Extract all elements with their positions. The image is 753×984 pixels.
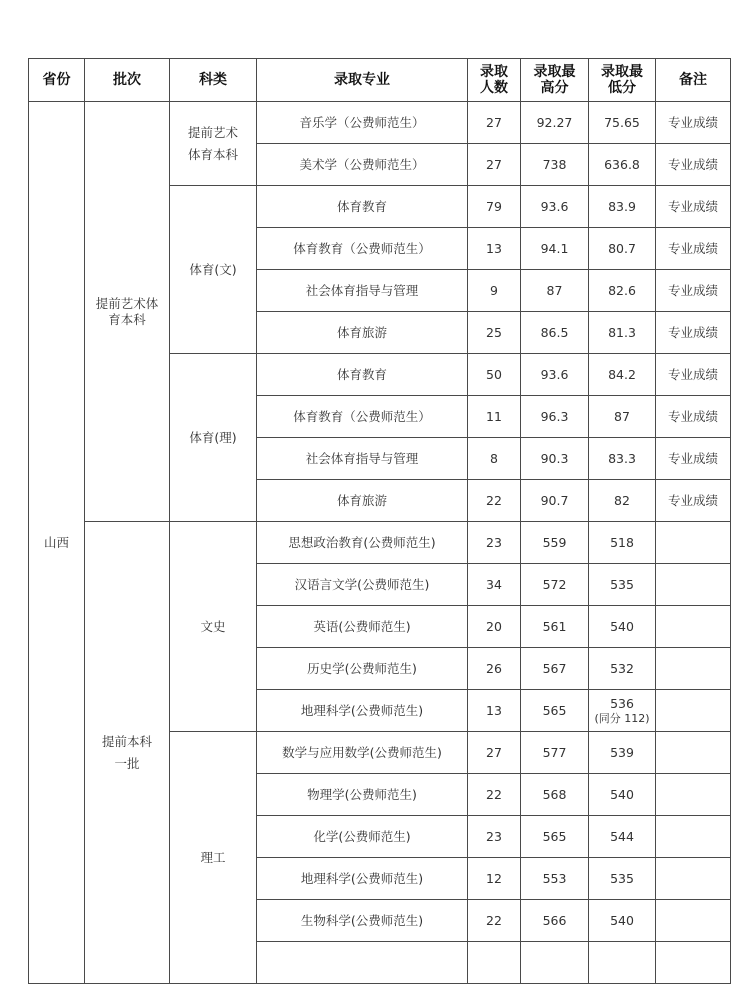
min-score-cell: 636.8 [589,144,656,186]
note-cell: 专业成绩 [656,270,731,312]
count-cell: 20 [468,606,521,648]
major-cell: 英语(公费师范生) [257,606,468,648]
note-cell [656,816,731,858]
min-score-cell: 536 (同分 112) [589,690,656,732]
note-cell: 专业成绩 [656,480,731,522]
major-cell: 思想政治教育(公费师范生) [257,522,468,564]
note-cell: 专业成绩 [656,438,731,480]
min-score-cell: 83.9 [589,186,656,228]
major-cell: 美术学（公费师范生） [257,144,468,186]
major-cell: 汉语言文学(公费师范生) [257,564,468,606]
max-score-cell: 572 [521,564,589,606]
category-cell: 体育(文) [170,186,257,354]
count-cell: 50 [468,354,521,396]
header-row [29,59,731,102]
header-province: 省份 [29,59,85,102]
note-cell: 专业成绩 [656,396,731,438]
max-score-cell: 93.6 [521,186,589,228]
max-score-cell: 561 [521,606,589,648]
max-score-cell: 565 [521,816,589,858]
note-cell [656,732,731,774]
admission-table [28,58,731,984]
count-cell: 23 [468,522,521,564]
note-cell: 专业成绩 [656,228,731,270]
major-cell: 体育教育 [257,354,468,396]
major-cell: 地理科学(公费师范生) [257,690,468,732]
count-cell: 13 [468,228,521,270]
major-cell: 音乐学（公费师范生） [257,102,468,144]
count-cell: 25 [468,312,521,354]
count-cell: 27 [468,732,521,774]
min-score-cell: 82.6 [589,270,656,312]
count-cell: 11 [468,396,521,438]
min-score-cell: 544 [589,816,656,858]
count-cell: 22 [468,480,521,522]
min-score-cell: 75.65 [589,102,656,144]
max-score-cell: 93.6 [521,354,589,396]
major-cell: 体育教育（公费师范生） [257,396,468,438]
count-cell: 23 [468,816,521,858]
header-major: 录取专业 [257,59,468,102]
min-score-cell: 518 [589,522,656,564]
max-score-cell: 565 [521,690,589,732]
batch-cell: 提前艺术体 育本科 [85,102,170,522]
note-cell [656,858,731,900]
min-score-cell: 84.2 [589,354,656,396]
note-cell [656,900,731,942]
note-cell [656,690,731,732]
category-cell: 文史 [170,522,257,732]
major-cell: 体育教育 [257,186,468,228]
note-cell: 专业成绩 [656,144,731,186]
note-cell [656,564,731,606]
max-score-cell: 90.3 [521,438,589,480]
max-score-cell: 90.7 [521,480,589,522]
min-score-cell: 83.3 [589,438,656,480]
count-cell: 79 [468,186,521,228]
header-max-score: 录取最 高分 [521,59,589,102]
note-cell [656,648,731,690]
max-score-cell: 566 [521,900,589,942]
min-score-cell: 539 [589,732,656,774]
count-cell: 9 [468,270,521,312]
max-score-cell: 577 [521,732,589,774]
max-score-cell: 559 [521,522,589,564]
max-score-cell: 96.3 [521,396,589,438]
tie-count-note: (同分 112) [594,711,650,725]
header-min-score: 录取最 低分 [589,59,656,102]
count-cell: 34 [468,564,521,606]
major-cell: 社会体育指导与管理 [257,438,468,480]
max-score-cell: 86.5 [521,312,589,354]
category-cell: 体育(理) [170,354,257,522]
major-cell: 地理科学(公费师范生) [257,858,468,900]
max-score-cell: 87 [521,270,589,312]
min-score-cell: 532 [589,648,656,690]
note-cell: 专业成绩 [656,102,731,144]
note-cell: 专业成绩 [656,354,731,396]
max-score-cell: 738 [521,144,589,186]
count-cell: 27 [468,144,521,186]
count-cell: 22 [468,900,521,942]
max-score-cell: 567 [521,648,589,690]
note-cell: 专业成绩 [656,312,731,354]
major-cell: 历史学(公费师范生) [257,648,468,690]
major-cell: 化学(公费师范生) [257,816,468,858]
major-cell: 体育旅游 [257,480,468,522]
major-cell: 社会体育指导与管理 [257,270,468,312]
major-cell: 体育教育（公费师范生） [257,228,468,270]
min-score-cell: 87 [589,396,656,438]
max-score-cell: 94.1 [521,228,589,270]
header-batch: 批次 [85,59,170,102]
max-score-cell: 553 [521,858,589,900]
note-cell [656,522,731,564]
header-count: 录取 人数 [468,59,521,102]
category-cell: 提前艺术 体育本科 [170,102,257,186]
major-cell: 数学与应用数学(公费师范生) [257,732,468,774]
min-score-cell: 535 [589,858,656,900]
header-category: 科类 [170,59,257,102]
note-cell [656,774,731,816]
major-cell: 生物科学(公费师范生) [257,900,468,942]
max-score-cell: 568 [521,774,589,816]
count-cell: 26 [468,648,521,690]
count-cell: 13 [468,690,521,732]
min-score-cell: 80.7 [589,228,656,270]
major-cell: 体育旅游 [257,312,468,354]
min-score-cell: 540 [589,606,656,648]
min-score-cell: 82 [589,480,656,522]
header-note: 备注 [656,59,731,102]
note-cell: 专业成绩 [656,186,731,228]
min-score-cell: 540 [589,900,656,942]
min-score-cell: 540 [589,774,656,816]
count-cell: 22 [468,774,521,816]
min-score-cell: 535 [589,564,656,606]
count-cell: 8 [468,438,521,480]
min-score-cell: 81.3 [589,312,656,354]
count-cell: 12 [468,858,521,900]
batch-cell: 提前本科 一批 [85,522,170,984]
table-row [29,522,731,564]
province-cell: 山西 [29,102,85,984]
category-cell: 理工 [170,732,257,984]
major-cell: 物理学(公费师范生) [257,774,468,816]
table-row [29,102,731,144]
max-score-cell: 92.27 [521,102,589,144]
count-cell: 27 [468,102,521,144]
note-cell [656,606,731,648]
